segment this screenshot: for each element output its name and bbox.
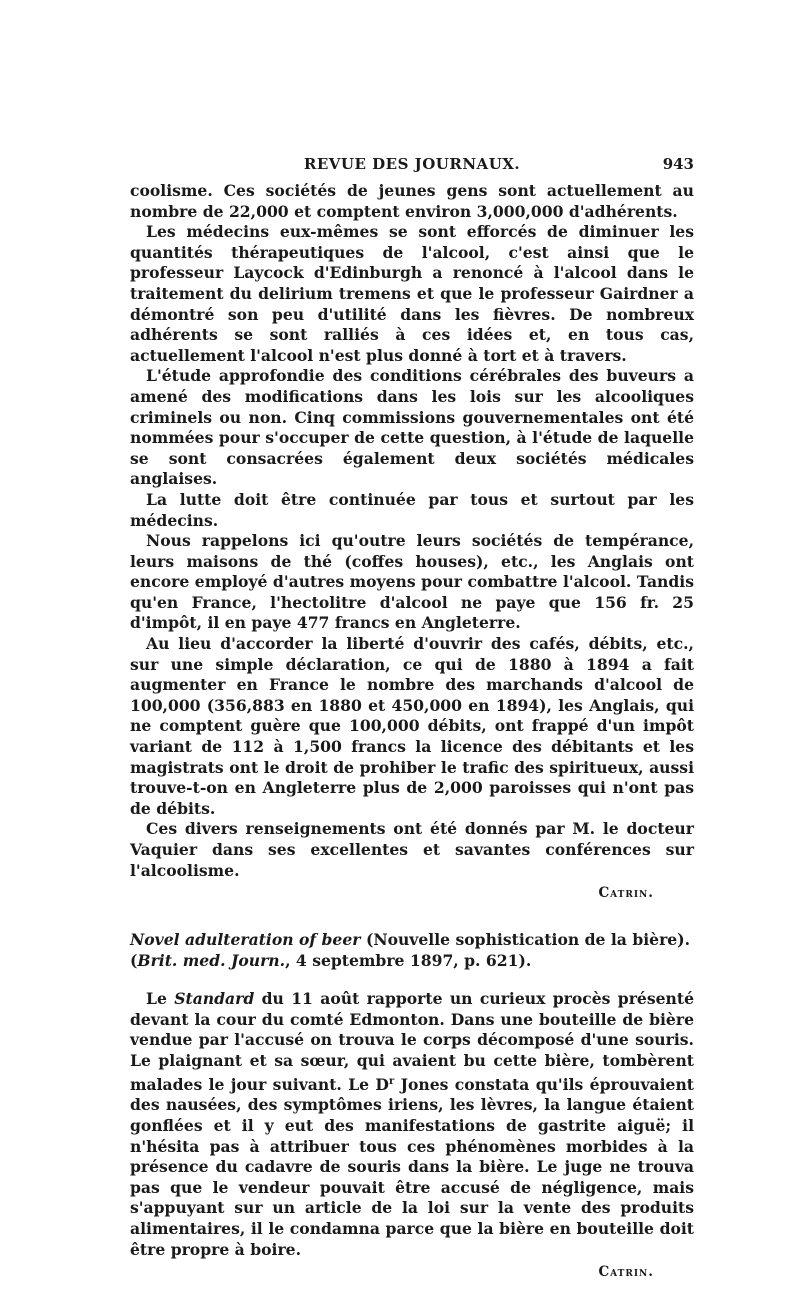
paragraph: Nous rappelons ici qu'outre leurs sociétés de tempérance, leurs maisons de thé (coffes houses), etc., les Anglais ont encore employé d'autres moyens pour combattre l'alcool. Tandis qu'en France, l'hectolitre d'alcool ne paye que 156 fr. 25 d'impôt, il en paye 477 francs en Angleterre. xyxy=(130,531,694,633)
paragraph: Les médecins eux-mêmes se sont efforcés de diminuer les quantités thérapeutiques de l'alcool, c'est ainsi que le professeur Laycock d'Edinburgh a renoncé à l'alcool dans le traitement du delirium tremens et que le professeur Gairdner a démontré son peu d'utilité dans les fièvres. De nombreux adhérents se sont ralliés à ces idées et, en tous cas, actuellement l'alcool n'est plus donné à tort et à travers. xyxy=(130,222,694,365)
section-beer xyxy=(130,989,694,1280)
paragraph: coolisme. Ces sociétés de jeunes gens sont actuellement au nombre de 22,000 et comptent environ 3,000,000 d'adhérents. xyxy=(130,181,694,221)
citation-open-paren: ( xyxy=(130,951,138,971)
article-title: Novel adulteration of beer xyxy=(130,930,361,950)
running-header xyxy=(130,155,694,181)
paragraph: L'étude approfondie des conditions cérébrales des buveurs a amené des modifications dans les lois sur les alcooliques criminels ou non. Cinq commissions gouvernementales ont été nommées pour s'occuper de cette question, à l'étude de laquelle se sont consacrées également deux sociétés médicales anglaises. xyxy=(130,366,694,489)
article-heading xyxy=(130,929,694,971)
article-title-translation: (Nouvelle sophistication de la bière). xyxy=(365,930,691,950)
text-fragment: Le xyxy=(146,989,175,1009)
citation-details: , 4 septembre 1897, p. 621). xyxy=(285,951,532,971)
newspaper-name: Standard xyxy=(174,989,255,1009)
running-title: REVUE DES JOURNAUX. xyxy=(303,155,521,173)
page-body xyxy=(130,155,694,1280)
paragraph: Ces divers renseignements ont été donnés par M. le docteur Vaquier dans ses excellentes et savantes conférences sur l'alcoolisme. xyxy=(130,819,694,880)
superscript: r xyxy=(388,1075,395,1087)
paragraph: La lutte doit être continuée par tous et surtout par les médecins. xyxy=(130,489,694,530)
journal-name: Brit. med. Journ. xyxy=(137,951,286,971)
author-signature: Catrin. xyxy=(598,885,654,902)
section-alcoholism xyxy=(130,181,694,901)
text-fragment: du 11 août rapporte un curieux procès présenté devant la cour du comté Edmonton. Dans une bouteille de bière vendue par l'accusé on trouva le corps décomposé d'une souris. Le plaignant et sa sœur, qui avaient bu cette bière, tombèrent malades le jour suivant. Le D xyxy=(130,989,694,1094)
page-number: 943 xyxy=(662,155,694,173)
paragraph: Au lieu d'accorder la liberté d'ouvrir des cafés, débits, etc., sur une simple déclaration, ce qui de 1880 à 1894 a fait augmenter en France le nombre des marchands d'alcool de 100,000 (356,883 en 1880 et 450,000 en 1894), les Anglais, qui ne comptent guère que 100,000 débits, ont frappé d'un impôt variant de 112 à 1,500 francs la licence des débitants et les magistrats ont le droit de prohiber le trafic des spiritueux, aussi trouve-t-on en Angleterre plus de 2,000 paroisses qui n'ont pas de débits. xyxy=(130,634,694,818)
author-signature: Catrin. xyxy=(598,1264,654,1281)
text-fragment: Jones constata qu'ils éprouvaient des nausées, des symptômes iriens, les lèvres, la langue étaient gonflées et il y eut des manifestations de gastrite aiguë; il n'hésita pas à attribuer tous ces phénomènes morbides à la présence du cadavre de souris dans la bière. Le juge ne trouva pas que le vendeur pouvait être accusé de négligence, mais s'appuyant sur un article de la loi sur la vente des produits alimentaires, il le condamna parce que la bière en bouteille doit être propre à boire. xyxy=(130,1074,694,1259)
paragraph xyxy=(130,989,694,1260)
